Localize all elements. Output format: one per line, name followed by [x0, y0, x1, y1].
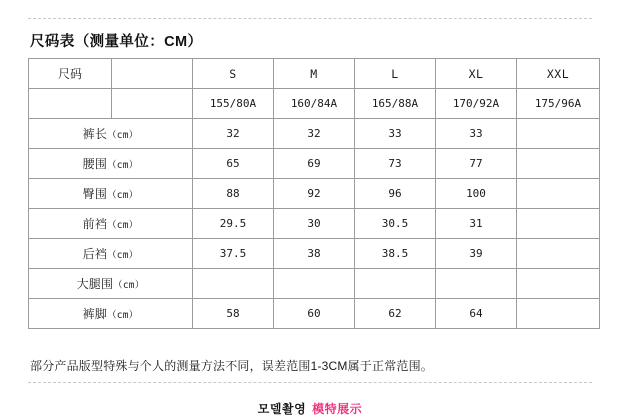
row-label-text-1: 腰围	[82, 157, 108, 171]
cell-3-2: 30.5	[355, 209, 436, 239]
spec-xxl: 175/96A	[517, 89, 600, 119]
cell-2-2: 96	[355, 179, 436, 209]
measurement-note: 部分产品版型特殊与个人的测量方法不同，误差范围1-3CM属于正常范围。	[30, 359, 434, 373]
table-row	[29, 299, 600, 329]
spec-s: 155/80A	[193, 89, 274, 119]
row-label-3	[29, 209, 193, 239]
table-row	[29, 179, 600, 209]
cell-1-3: 77	[436, 149, 517, 179]
cell-6-3: 64	[436, 299, 517, 329]
cell-0-4	[517, 119, 600, 149]
cell-3-3: 31	[436, 209, 517, 239]
cell-5-4	[517, 269, 600, 299]
row-label-text-2: 臀围	[82, 187, 108, 201]
cell-4-4	[517, 239, 600, 269]
row-label-unit-4: （cm）	[107, 250, 139, 261]
spec-l: 165/88A	[355, 89, 436, 119]
spec-xl: 170/92A	[436, 89, 517, 119]
cell-0-1: 32	[274, 119, 355, 149]
cell-3-4	[517, 209, 600, 239]
cell-5-1	[274, 269, 355, 299]
footer-korean-text: 모델촬영	[257, 402, 307, 416]
table-header-row	[29, 59, 600, 89]
cell-1-1: 69	[274, 149, 355, 179]
column-header-m: M	[274, 59, 355, 89]
cell-4-1: 38	[274, 239, 355, 269]
row-label-text-5: 大腿围	[76, 277, 114, 291]
row-label-5	[29, 269, 193, 299]
cell-1-2: 73	[355, 149, 436, 179]
spec-row-blank	[112, 89, 193, 119]
row-label-0	[29, 119, 193, 149]
footer-chinese-text: 模特展示	[312, 402, 363, 416]
cell-2-0: 88	[193, 179, 274, 209]
cell-6-4	[517, 299, 600, 329]
cell-5-2	[355, 269, 436, 299]
size-table	[28, 58, 600, 329]
cell-0-0: 32	[193, 119, 274, 149]
row-label-unit-3: （cm）	[107, 220, 139, 231]
row-label-2	[29, 179, 193, 209]
cell-4-2: 38.5	[355, 239, 436, 269]
cell-6-2: 62	[355, 299, 436, 329]
column-header-s: S	[193, 59, 274, 89]
cell-5-0	[193, 269, 274, 299]
row-label-text-3: 前裆	[82, 217, 108, 231]
cell-3-1: 30	[274, 209, 355, 239]
column-header-xxl: XXL	[517, 59, 600, 89]
cell-0-3: 33	[436, 119, 517, 149]
cell-3-0: 29.5	[193, 209, 274, 239]
table-corner-label: 尺码	[29, 59, 112, 89]
row-label-unit-2: （cm）	[107, 190, 139, 201]
row-label-unit-0: （cm）	[107, 130, 139, 141]
table-row	[29, 119, 600, 149]
table-row	[29, 149, 600, 179]
table-row	[29, 239, 600, 269]
row-label-unit-6: （cm）	[107, 310, 139, 321]
table-row	[29, 269, 600, 299]
row-label-text-6: 裤脚	[82, 307, 108, 321]
row-label-1	[29, 149, 193, 179]
spec-m: 160/84A	[274, 89, 355, 119]
row-label-unit-1: （cm）	[107, 160, 139, 171]
cell-6-0: 58	[193, 299, 274, 329]
row-label-text-4: 后裆	[82, 247, 108, 261]
cell-0-2: 33	[355, 119, 436, 149]
table-spec-row	[29, 89, 600, 119]
column-header-l: L	[355, 59, 436, 89]
cell-1-0: 65	[193, 149, 274, 179]
bottom-divider	[28, 382, 592, 383]
cell-1-4	[517, 149, 600, 179]
cell-2-1: 92	[274, 179, 355, 209]
cell-6-1: 60	[274, 299, 355, 329]
column-header-xl: XL	[436, 59, 517, 89]
cell-4-0: 37.5	[193, 239, 274, 269]
row-label-6	[29, 299, 193, 329]
table-blank-cell	[112, 59, 193, 89]
row-label-unit-5: （cm）	[113, 280, 145, 291]
row-label-4	[29, 239, 193, 269]
spec-row-label	[29, 89, 112, 119]
top-divider	[28, 18, 592, 19]
cell-5-3	[436, 269, 517, 299]
page-title: 尺码表（测量单位：CM）	[30, 34, 203, 50]
cell-2-4	[517, 179, 600, 209]
cell-4-3: 39	[436, 239, 517, 269]
footer-caption	[0, 400, 620, 417]
cell-2-3: 100	[436, 179, 517, 209]
row-label-text-0: 裤长	[82, 127, 108, 141]
table-row	[29, 209, 600, 239]
